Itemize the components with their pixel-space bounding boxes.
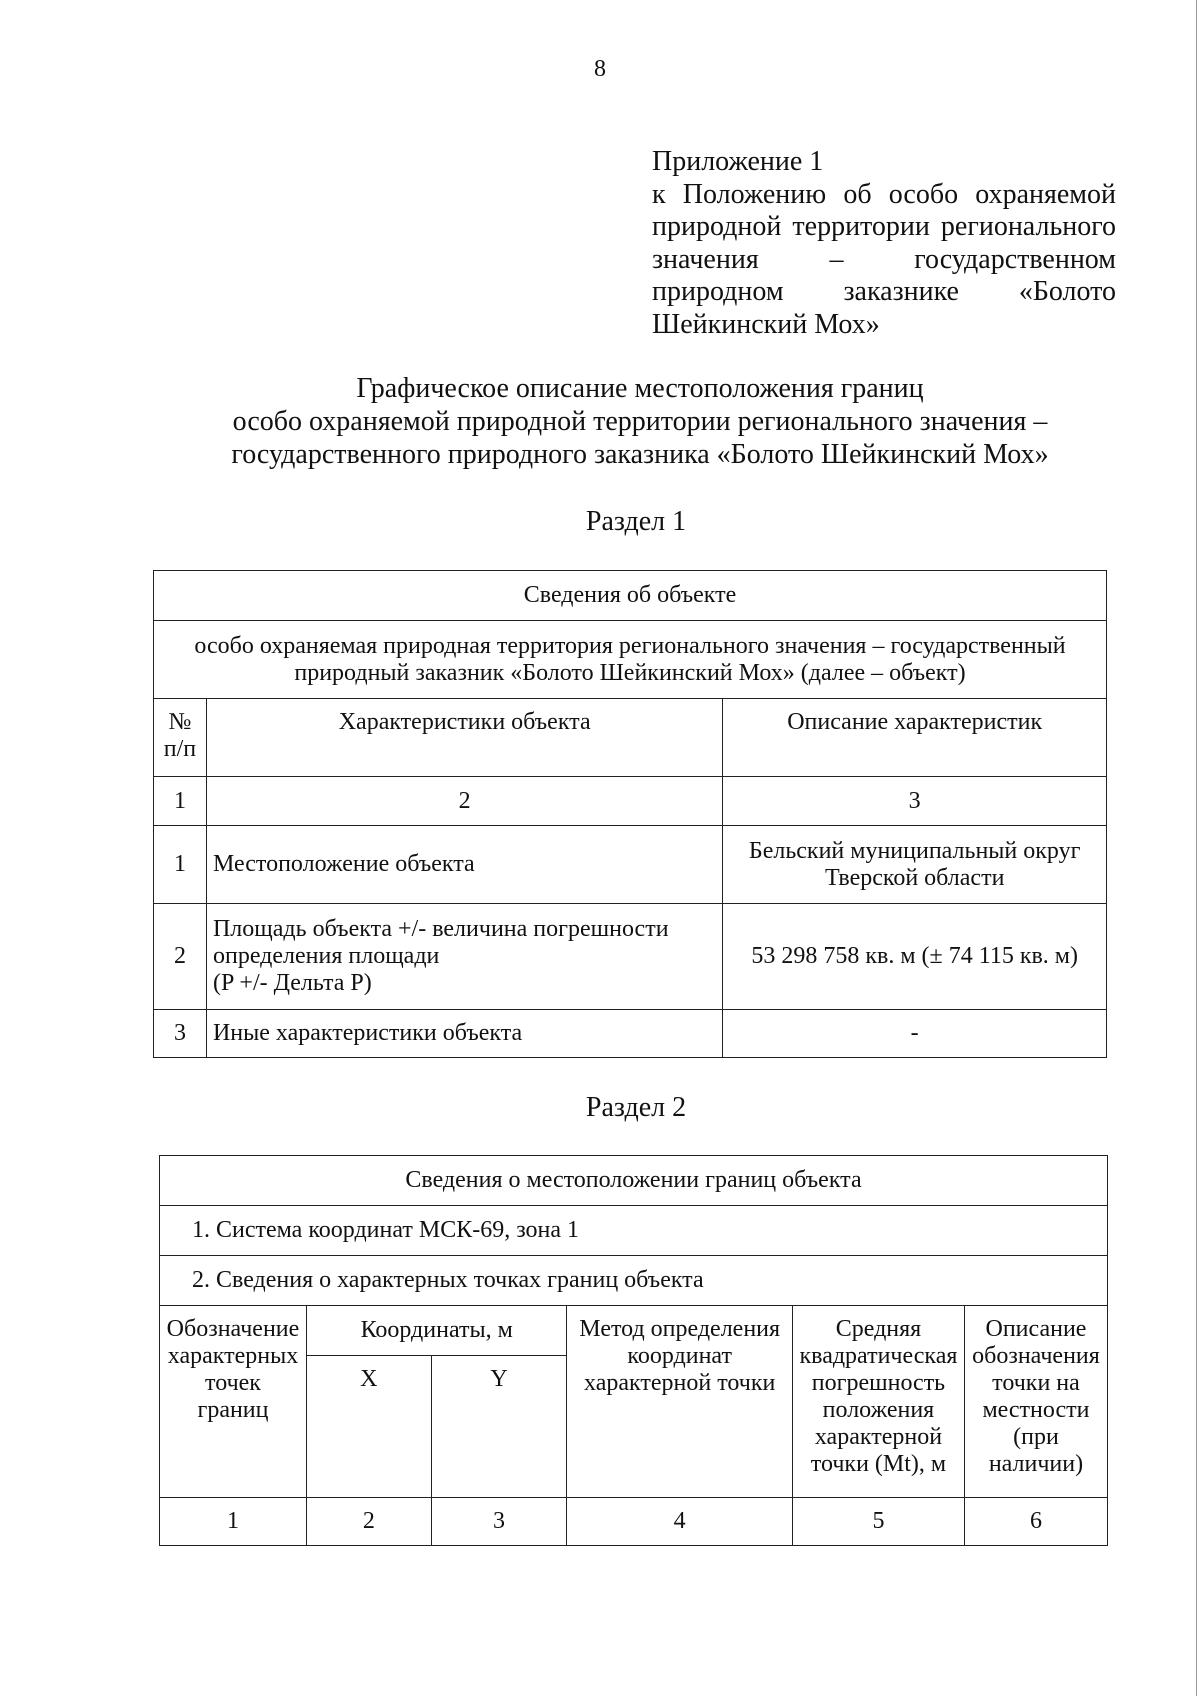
row-name: Иные характеристики объекта (206, 1010, 722, 1058)
document-title-line: государственного природного заказника «Болото Шейкинский Мох» (231, 439, 1049, 470)
table-row (154, 904, 1107, 1010)
points-info: 2. Сведения о характерных точках границ объекта (160, 1256, 1108, 1306)
row-name (206, 904, 722, 1010)
document-title (140, 372, 1140, 471)
table-index-row (160, 1498, 1108, 1546)
table-row (154, 571, 1107, 621)
row-name-line: (P +/- Дельта P) (212, 970, 372, 996)
row-number: 2 (154, 904, 207, 1010)
column-header-coordinates: Координаты, м (306, 1306, 566, 1356)
column-header-text: характерной (814, 1424, 943, 1450)
column-header-text: границ (197, 1397, 269, 1423)
row-value-line: Тверской области (824, 864, 1005, 891)
column-header-method (567, 1306, 793, 1498)
column-header-text: погрешность (811, 1370, 946, 1396)
section-1-title: Раздел 1 (585, 506, 687, 537)
row-value-line: Бельский муниципальный округ (748, 837, 1081, 864)
object-name-line: природный заказник «Болото Шейкинский Мох» (далее – объект) (294, 659, 966, 686)
table-heading: Сведения об объекте (154, 571, 1107, 621)
table-heading: Сведения о местоположении границ объекта (160, 1156, 1108, 1206)
table-row (154, 826, 1107, 904)
index-cell: 5 (792, 1498, 964, 1546)
object-info-table (153, 570, 1107, 1058)
table-index-row (154, 777, 1107, 826)
column-header-text: п/п (163, 736, 197, 762)
column-header-text: координат (627, 1343, 732, 1369)
column-header-description: Описание характеристик (723, 699, 1107, 777)
column-header-text: характерной точки (584, 1370, 776, 1396)
row-number: 1 (154, 826, 207, 904)
row-name-line: Площадь объекта +/- величина погрешности (212, 916, 669, 942)
column-header-text: № (168, 709, 192, 735)
row-value: - (723, 1010, 1107, 1058)
column-header-point-description (964, 1306, 1107, 1498)
index-cell: 1 (160, 1498, 307, 1546)
table-row (160, 1256, 1108, 1306)
appendix-block (652, 146, 1116, 341)
index-cell: 2 (306, 1498, 431, 1546)
table-header-row (160, 1306, 1108, 1356)
coordinate-system: 1. Система координат МСК-69, зона 1 (160, 1206, 1108, 1256)
index-cell: 3 (431, 1498, 567, 1546)
index-cell: 4 (567, 1498, 793, 1546)
column-header-error (792, 1306, 964, 1498)
section-2-title: Раздел 2 (585, 1092, 687, 1123)
page-edge-line (1196, 0, 1197, 1696)
column-header-text: положения (822, 1397, 935, 1423)
index-cell: 2 (206, 777, 722, 826)
column-header-text: Обозначение (166, 1316, 300, 1342)
column-header-text: точки (Mt), м (810, 1451, 947, 1477)
table-row (160, 1156, 1108, 1206)
document-title-line: особо охраняемой природной территории регионального значения – (232, 406, 1048, 437)
column-header-text: характерных (167, 1343, 299, 1369)
column-header-text: Средняя (835, 1316, 922, 1342)
column-header-text: Метод определения (579, 1316, 781, 1342)
column-header-point-designation (160, 1306, 307, 1498)
object-name-line: особо охраняемая природная территория регионального значения – государственный (194, 632, 1066, 659)
column-header-text: точки на (992, 1370, 1080, 1396)
table-header-row (154, 699, 1107, 777)
column-header-characteristics: Характеристики объекта (206, 699, 722, 777)
row-value (723, 826, 1107, 904)
appendix-title: Приложение 1 (652, 146, 824, 177)
column-header-text: наличии) (988, 1451, 1084, 1477)
column-header-text: обозначения (972, 1343, 1100, 1369)
index-cell: 3 (723, 777, 1107, 826)
column-header-text: (при (1013, 1424, 1059, 1450)
table-row (160, 1206, 1108, 1256)
column-header-text: Описание (985, 1316, 1087, 1342)
table-row (154, 1010, 1107, 1058)
index-cell: 6 (964, 1498, 1107, 1546)
column-header-text: точек (205, 1370, 261, 1396)
column-header-text: местности (982, 1397, 1090, 1423)
page-number: 8 (594, 56, 606, 82)
index-cell: 1 (154, 777, 207, 826)
column-header-x: X (306, 1356, 431, 1498)
column-header-number (154, 699, 207, 777)
row-name: Местоположение объекта (206, 826, 722, 904)
boundary-info-table (159, 1155, 1108, 1546)
table-row (154, 621, 1107, 699)
column-header-text: квадратическая (799, 1343, 958, 1369)
object-name-cell (154, 621, 1107, 699)
column-header-y: Y (431, 1356, 567, 1498)
appendix-text: к Положению об особо охраняемой природной территории регионального значения – государственном природном заказнике «Болото Шейкинский Мох» (652, 178, 1116, 340)
row-value: 53 298 758 кв. м (± 74 115 кв. м) (723, 904, 1107, 1010)
document-title-line: Графическое описание местоположения границ (356, 373, 924, 404)
row-name-line: определения площади (212, 943, 440, 969)
row-number: 3 (154, 1010, 207, 1058)
